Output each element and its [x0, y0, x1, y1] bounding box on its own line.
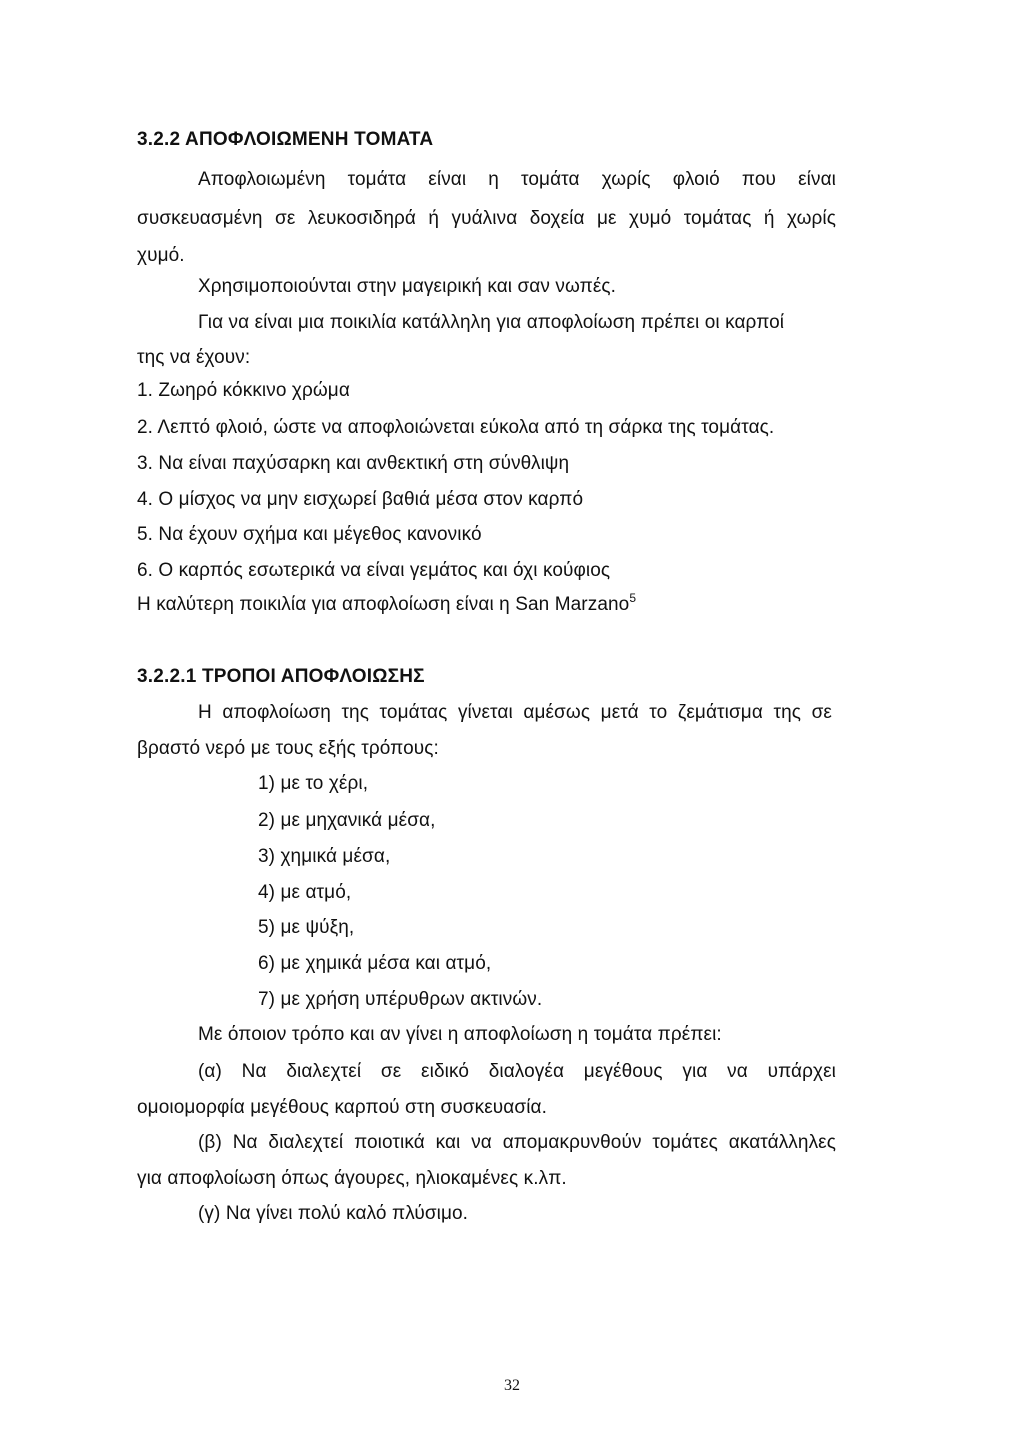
paragraph-line: Αποφλοιωμένη τομάτα είναι η τομάτα χωρίς φλοιό που είναι [198, 169, 836, 190]
page-number: 32 [504, 1377, 520, 1394]
paragraph-line: χυμό. [137, 245, 185, 266]
best-variety-line [137, 593, 636, 617]
paragraph-line: Για να είναι μια ποικιλία κατάλληλη για αποφλοίωση πρέπει οι καρποί [198, 312, 785, 333]
list-item: 3) χημικά μέσα, [258, 846, 391, 867]
list-item: 1) με το χέρι, [258, 773, 369, 794]
paragraph-line: για αποφλοίωση όπως άγουρες, ηλιοκαμένες κ.λπ. [137, 1168, 567, 1189]
paragraph-line: βραστό νερό με τους εξής τρόπους: [137, 738, 439, 759]
list-item: 2. Λεπτό φλοιό, ώστε να αποφλοιώνεται εύκολα από τη σάρκα της τομάτας. [137, 417, 775, 438]
footnote-ref: 5 [629, 591, 637, 605]
paragraph-line: Η αποφλοίωση της τομάτας γίνεται αμέσως μετά το ζεμάτισμα της σε [198, 702, 832, 723]
list-item: 5) με ψύξη, [258, 917, 355, 938]
paragraph-line: συσκευασμένη σε λευκοσιδηρά ή γυάλινα δοχεία με χυμό τομάτας ή χωρίς [137, 208, 836, 229]
paragraph-line: ομοιομορφία μεγέθους καρπού στη συσκευασία. [137, 1097, 547, 1118]
list-item: 4) με ατμό, [258, 882, 352, 903]
list-item: 6. Ο καρπός εσωτερικά να είναι γεμάτος και όχι κούφιος [137, 560, 611, 581]
paragraph-line: Με όποιον τρόπο και αν γίνει η αποφλοίωση η τομάτα πρέπει: [198, 1024, 722, 1045]
list-item: 4. Ο μίσχος να μην εισχωρεί βαθιά μέσα στον καρπό [137, 489, 584, 510]
paragraph-line: (α) Να διαλεχτεί σε ειδικό διαλογέα μεγέθους για να υπάρχει [198, 1061, 836, 1082]
paragraph-line: (γ) Να γίνει πολύ καλό πλύσιμο. [198, 1203, 469, 1224]
section-heading-3-2-2-1: 3.2.2.1 ΤΡΟΠΟΙ ΑΠΟΦΛΟΙΩΣΗΣ [137, 666, 425, 687]
best-variety-text: Η καλύτερη ποικιλία για αποφλοίωση είναι η San Marzano [137, 594, 630, 615]
list-item: 7) με χρήση υπέρυθρων ακτινών. [258, 989, 543, 1010]
list-item: 1. Ζωηρό κόκκινο χρώμα [137, 380, 350, 401]
paragraph-line: της να έχουν: [137, 347, 251, 368]
list-item: 3. Να είναι παχύσαρκη και ανθεκτική στη σύνθλιψη [137, 453, 570, 474]
list-item: 2) με μηχανικά μέσα, [258, 810, 436, 831]
paragraph-line: (β) Να διαλεχτεί ποιοτικά και να απομακρυνθούν τομάτες ακατάλληλες [198, 1132, 836, 1153]
list-item: 5. Να έχουν σχήμα και μέγεθος κανονικό [137, 524, 482, 545]
list-item: 6) με χημικά μέσα και ατμό, [258, 953, 492, 974]
paragraph-line: Χρησιμοποιούνται στην μαγειρική και σαν νωπές. [198, 276, 617, 297]
section-heading-3-2-2: 3.2.2 ΑΠΟΦΛΟΙΩΜΕΝΗ ΤΟΜΑΤΑ [137, 129, 434, 150]
